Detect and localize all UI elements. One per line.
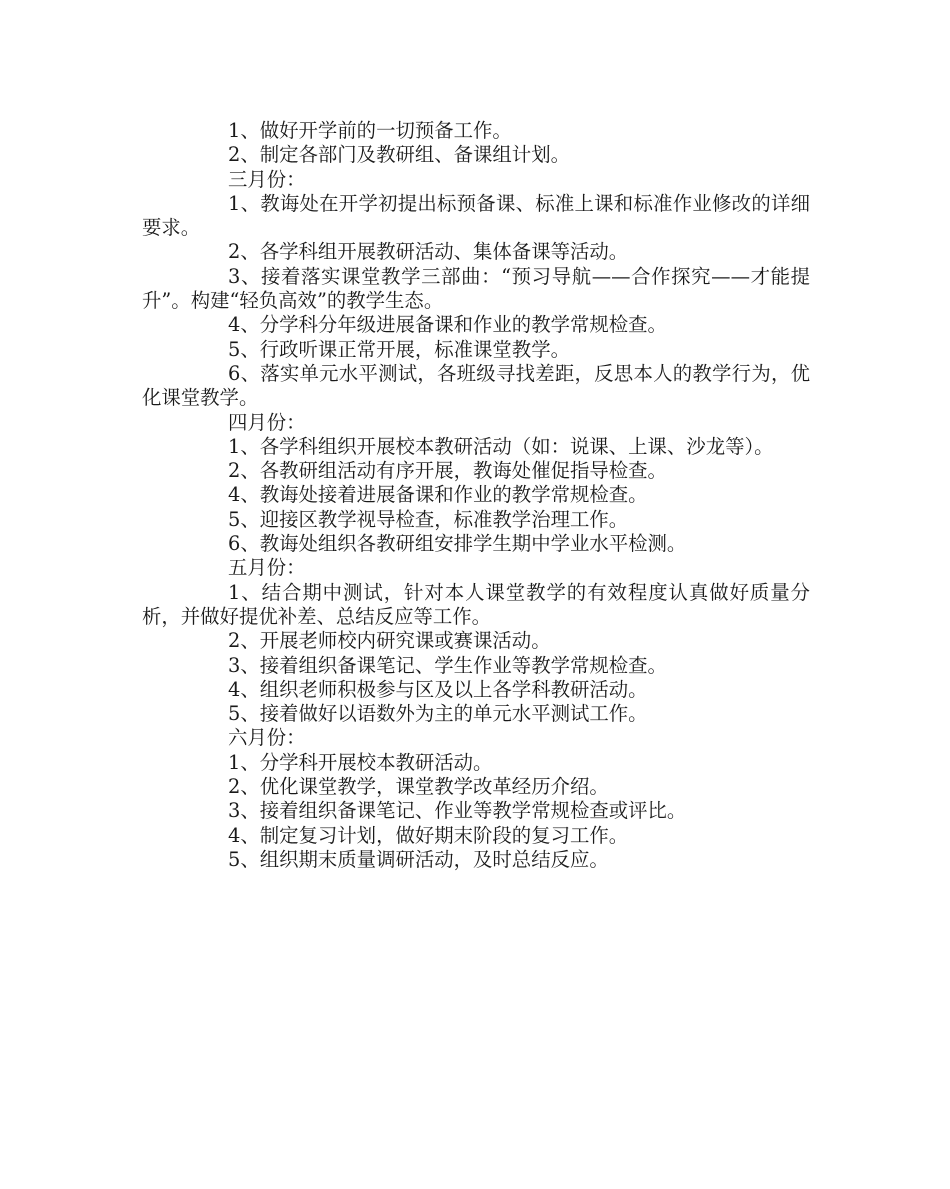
paragraph: 4、组织老师积极参与区及以上各学科教研活动。 — [228, 677, 648, 701]
paragraph: 1、各学科组织开展校本教研活动（如：说课、上课、沙龙等）。 — [228, 434, 774, 458]
paragraph: 1、教诲处在开学初提出标预备课、标准上课和标准作业修改的详细要求。 — [142, 191, 810, 240]
paragraph: 5、接着做好以语数外为主的单元水平测试工作。 — [228, 702, 648, 726]
paragraph: 4、分学科分年级进展备课和作业的教学常规检查。 — [228, 313, 667, 337]
paragraph: 1、结合期中测试，针对本人课堂教学的有效程度认真做好质量分析，并做好提优补差、总结反应等工作。 — [142, 580, 810, 628]
paragraph: 2、各学科组开展教研活动、集体备课等活动。 — [228, 240, 629, 264]
section-heading-may: 五月份： — [228, 556, 306, 580]
paragraph: 4、教诲处接着进展备课和作业的教学常规检查。 — [228, 483, 648, 507]
paragraph: 1、分学科开展校本教研活动。 — [228, 750, 493, 774]
paragraph: 3、接着组织备课笔记、学生作业等教学常规检查。 — [228, 653, 667, 677]
paragraph: 5、行政听课正常开展，标准课堂教学。 — [228, 337, 570, 361]
paragraph: 6、落实单元水平测试，各班级寻找差距，反思本人的教学行为，优化课堂教学。 — [142, 361, 810, 410]
paragraph: 1、做好开学前的一切预备工作。 — [228, 119, 512, 142]
section-heading-april: 四月份： — [228, 410, 306, 434]
paragraph: 3、接着落实课堂教学三部曲：“预习导航——合作探究——才能提升”。构建“轻负高效”的教学生态。 — [142, 264, 810, 313]
paragraph: 5、组织期末质量调研活动，及时总结反应。 — [228, 847, 609, 871]
paragraph: 5、迎接区教学视导检查，标准教学治理工作。 — [228, 507, 629, 531]
section-heading-june: 六月份： — [228, 726, 306, 750]
section-heading-march: 三月份： — [228, 167, 306, 191]
paragraph: 2、制定各部门及教研组、备课组计划。 — [228, 143, 570, 167]
paragraph: 4、制定复习计划，做好期末阶段的复习工作。 — [228, 823, 629, 847]
paragraph: 6、教诲处组织各教研组安排学生期中学业水平检测。 — [228, 532, 687, 556]
paragraph: 3、接着组织备课笔记、作业等教学常规检查或评比。 — [228, 799, 687, 823]
paragraph: 2、开展老师校内研究课或赛课活动。 — [228, 629, 551, 653]
paragraph: 2、各教研组活动有序开展，教诲处催促指导检查。 — [228, 459, 667, 483]
document-body — [142, 119, 810, 872]
paragraph: 2、优化课堂教学，课堂教学改革经历介绍。 — [228, 775, 609, 799]
